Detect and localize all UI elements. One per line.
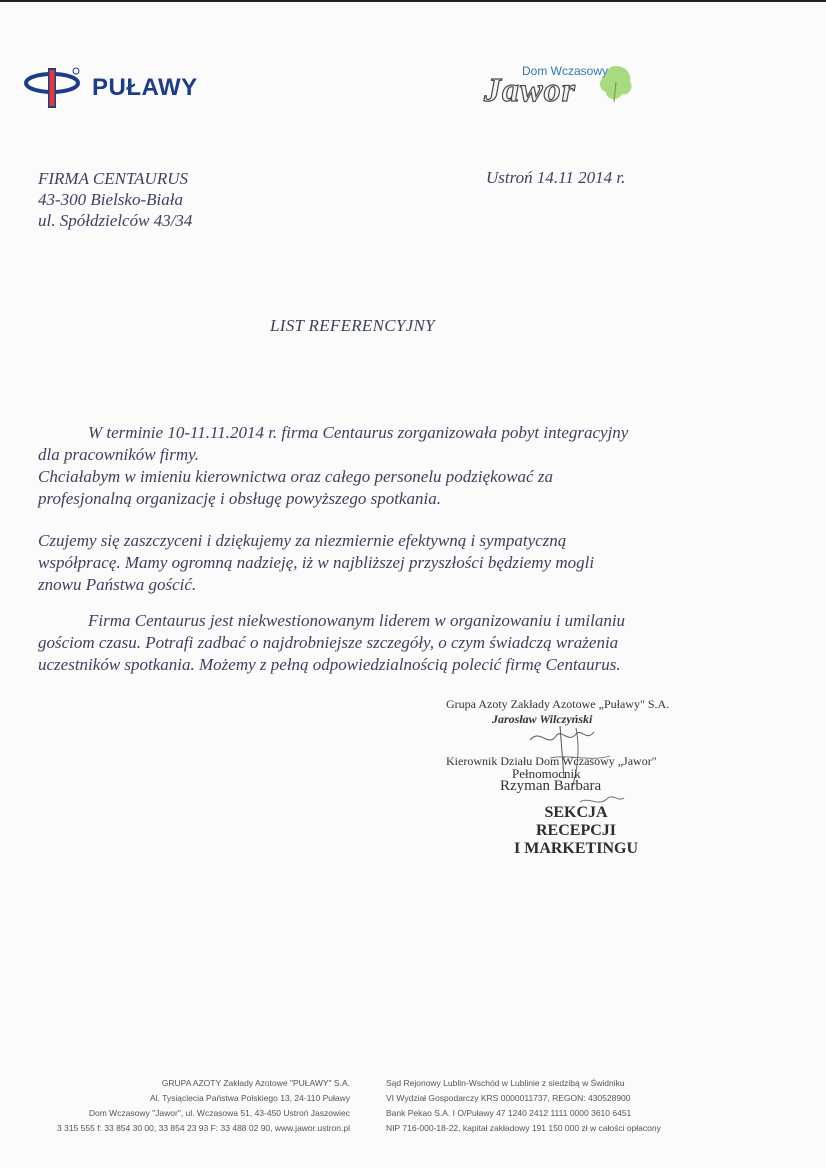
sender-address bbox=[38, 168, 192, 231]
pulawy-logo bbox=[24, 66, 198, 112]
signature-name: Jarosław Wilczyński bbox=[492, 712, 593, 726]
footer-line: 3 315 555 f: 33 854 30 00, 33 854 23 93 F: 33 488 02 90, www.jawor.ustron.pl bbox=[57, 1123, 350, 1133]
jawor-logo-script: Jawor bbox=[484, 72, 576, 109]
sender-line: 43-300 Bielsko-Biała bbox=[38, 190, 183, 209]
paragraph-line: znowu Państwa gościć. bbox=[38, 575, 197, 594]
footer-line: Al. Tysiąclecia Państwa Polskiego 13, 24-110 Puławy bbox=[149, 1093, 350, 1103]
paragraph-line: gościom czasu. Potrafi zadbać o najdrobniejsze szczegóły, o czym świadczą wrażenia bbox=[38, 633, 619, 652]
jawor-logo-subtitle: Dom Wczasowy bbox=[522, 64, 609, 78]
signature-company: Grupa Azoty Zakłady Azotowe „Puławy" S.A. bbox=[446, 697, 670, 711]
signature-role: Kierownik Działu Dom Wczasowy „Jawor" bbox=[446, 754, 657, 768]
paragraph-line: Czujemy się zaszczyceni i dziękujemy za niezmiernie efektywną i sympatyczną bbox=[38, 531, 567, 550]
footer-left bbox=[57, 1076, 350, 1136]
paragraph-3 bbox=[38, 610, 698, 676]
jawor-logo bbox=[478, 58, 638, 114]
paragraph-2 bbox=[38, 530, 698, 596]
paragraph-line: uczestników spotkania. Możemy z pełną odpowiedzialnością polecić firmę Centaurus. bbox=[38, 655, 621, 674]
paragraph-line: Firma Centaurus jest niekwestionowanym liderem w organizowaniu i umilaniu bbox=[88, 611, 626, 630]
letter-date: Ustroń 14.11 2014 r. bbox=[486, 168, 626, 187]
paragraph-line: W terminie 10-11.11.2014 r. firma Centaurus zorganizowała pobyt integracyjny bbox=[88, 423, 629, 442]
footer-line: GRUPA AZOTY Zakłady Azotowe "PUŁAWY" S.A. bbox=[161, 1078, 350, 1088]
footer-line: Bank Pekao S.A. I O/Puławy 47 1240 2412 1111 0000 3610 6451 bbox=[386, 1108, 632, 1118]
paragraph-line: profesjonalną organizację i obsługę powyższego spotkania. bbox=[38, 489, 441, 508]
sender-line: FIRMA CENTAURUS bbox=[38, 169, 188, 188]
signature-proxy: Pełnomocnik bbox=[512, 766, 581, 781]
paragraph-line: dla pracowników firmy. bbox=[38, 445, 200, 464]
footer-line: Sąd Rejonowy Lublin-Wschód w Lublinie z siedzibą w Świdniku bbox=[386, 1078, 625, 1088]
stamp-line: I MARKETINGU bbox=[513, 840, 638, 857]
pulawy-logo-text: PUŁAWY bbox=[92, 74, 198, 101]
scan-top-edge bbox=[0, 0, 826, 2]
department-stamp bbox=[498, 804, 654, 858]
paragraph-line: Chciałabym w imieniu kierownictwa oraz całego personelu podziękować za bbox=[38, 467, 553, 486]
pulawy-emblem-icon bbox=[24, 66, 84, 112]
footer-line: NIP 716-000-18-22, kapitał zakładowy 191 150 000 zł w całości opłacony bbox=[386, 1123, 661, 1133]
paragraph-line: współpracę. Mamy ogromną nadzieję, iż w najbliższej przyszłości będziemy mogli bbox=[38, 553, 595, 572]
signature-person: Rzyman Barbara bbox=[500, 778, 602, 794]
stamp-line: SEKCJA bbox=[544, 804, 608, 821]
footer-right bbox=[386, 1076, 661, 1136]
letter-title: LIST REFERENCYJNY bbox=[270, 316, 435, 335]
paragraph-1 bbox=[38, 422, 698, 510]
sender-line: ul. Spółdzielców 43/34 bbox=[38, 211, 193, 230]
footer-line: VI Wydział Gospodarczy KRS 0000011737, REGON: 430528900 bbox=[386, 1093, 631, 1103]
footer-line: Dom Wczasowy "Jawor", ul. Wczasowa 51, 43-450 Ustroń Jaszowiec bbox=[88, 1108, 350, 1118]
stamp-line: RECEPCJI bbox=[535, 822, 616, 839]
